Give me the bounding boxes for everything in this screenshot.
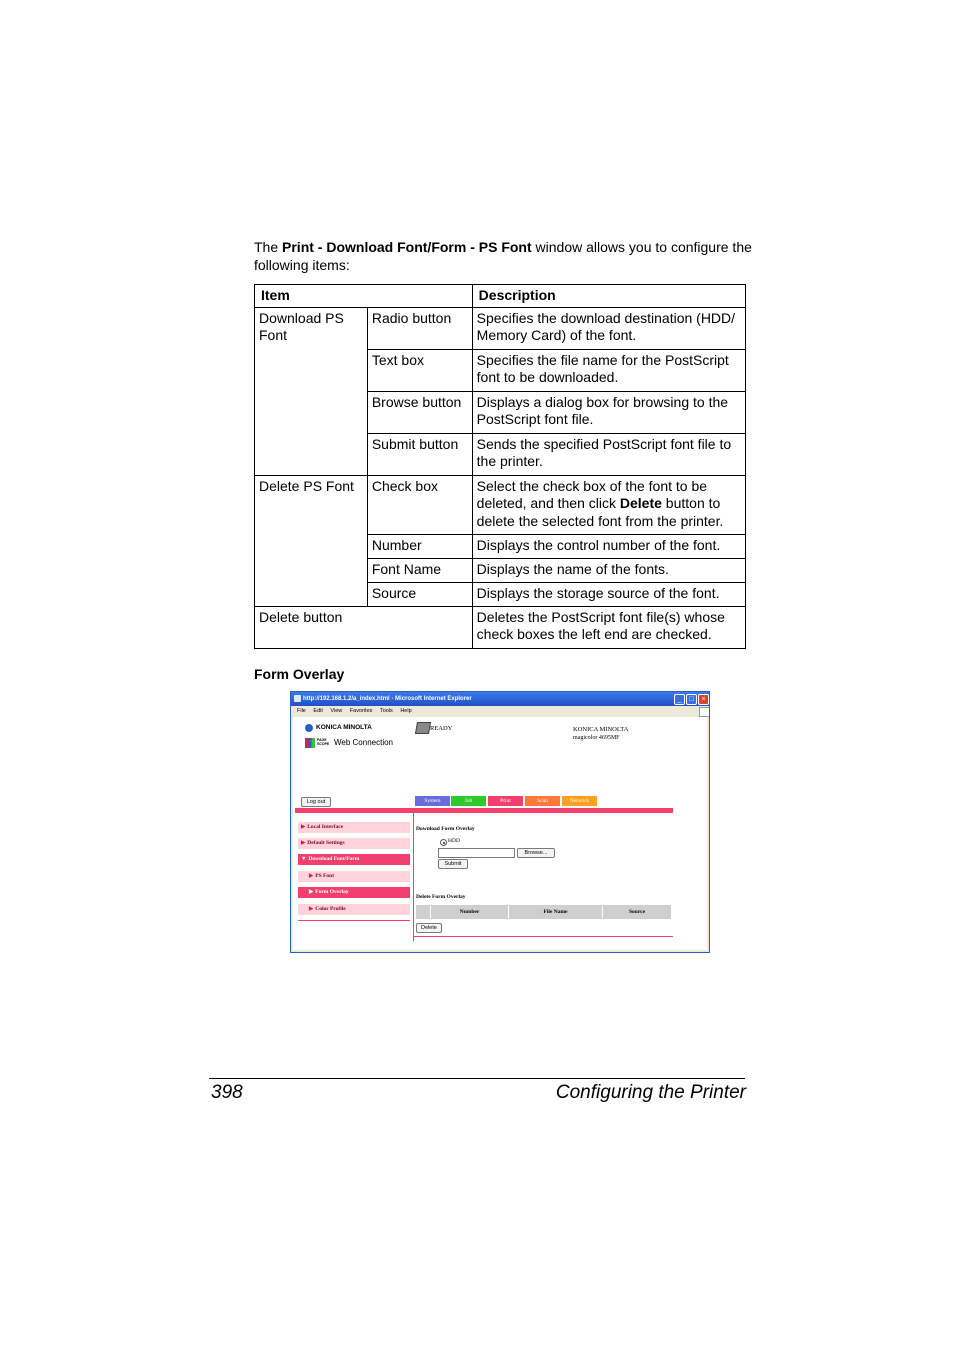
column-file-name: File Name [509,905,603,919]
table-row [255,475,746,534]
page-viewport [293,717,707,950]
web-connection-title: Web Connection [334,738,393,747]
tab-scan[interactable]: Scan [525,796,560,806]
delete-button[interactable]: Delete [416,923,442,933]
item-cell: Submit button [367,433,472,475]
intro-text-pre: The [254,239,283,255]
maximize-icon[interactable]: □ [686,694,697,705]
pagescope-logo-icon [305,738,315,748]
close-icon[interactable]: × [698,694,709,705]
brand-name: KONICA MINOLTA [316,724,372,731]
desc-cell: Specifies the download destination (HDD/ Memory Card) of the font. [472,307,745,349]
browse-button[interactable]: Browse... [517,848,555,858]
section-title: Form Overlay [254,666,345,682]
window-title: http://192.168.1.2/a_index.html - Microsoft Internet Explorer [303,696,472,702]
content-divider [414,936,673,937]
column-source: Source [603,905,672,919]
hdd-radio-label: HDD [448,838,460,844]
table-header-row [255,285,746,308]
menu-view[interactable]: View [330,708,343,714]
header-description: Description [472,285,745,308]
desc-cell: Displays a dialog box for browsing to the PostScript font file. [472,391,745,433]
nav-label: Download Font/Form [308,856,360,862]
nav-local-interface[interactable] [298,822,410,833]
nav-arrow-icon: ▶ [309,873,314,879]
group-cell: Delete button [255,606,473,648]
ie-icon [294,695,301,702]
nav-color-profile[interactable] [298,904,410,915]
nav-label: Color Profile [315,906,346,912]
windows-flag-icon [699,707,710,717]
nav-label: Default Settings [307,840,345,846]
title-bar [291,692,709,706]
nav-arrow-icon: ▶ [309,889,314,895]
nav-label: Local Interface [307,824,344,830]
nav-download-font-form[interactable] [298,854,410,865]
tab-network[interactable]: Network [562,796,597,806]
desc-cell: Displays the storage source of the font. [472,582,745,606]
footer-rule [209,1078,745,1079]
tab-job[interactable]: Job [451,796,486,806]
file-name-input[interactable] [438,848,515,858]
intro-paragraph [254,238,754,274]
desc-text: Select the check box of the font to be deleted, and then click [476,477,708,511]
desc-cell: Sends the specified PostScript font file to the printer. [472,433,745,475]
browser-window [290,691,710,953]
desc-bold: Delete [619,495,662,511]
menu-tools[interactable]: Tools [379,708,393,714]
desc-cell: Displays the name of the fonts. [472,558,745,582]
menu-file[interactable]: File [297,708,306,714]
nav-form-overlay[interactable] [298,887,410,898]
item-cell: Browse button [367,391,472,433]
download-form-overlay-title: Download Form Overlay [416,826,475,832]
group-cell: Delete PS Font [255,475,368,606]
item-cell: Number [367,534,472,558]
tab-print[interactable]: Print [488,796,523,806]
nav-arrow-icon: ▼ [301,856,307,862]
hdd-radio[interactable] [440,839,447,846]
group-cell: Download PS Font [255,307,368,475]
desc-text: button to delete the selected font from the printer. [476,495,724,529]
nav-divider [298,920,410,921]
logout-button[interactable]: Log out [301,797,331,807]
desc-cell [472,475,745,534]
nav-arrow-icon: ▶ [309,906,314,912]
nav-arrow-icon: ▶ [301,824,306,830]
item-cell: Text box [367,349,472,391]
menu-help[interactable]: Help [400,708,412,714]
konica-logo-icon [305,724,313,732]
table-row [255,606,746,648]
column-number: Number [431,905,509,919]
nav-column-divider [413,813,414,941]
pagescope-label: PAGE SCOPE [317,738,330,746]
item-cell: Source [367,582,472,606]
nav-label: Form Overlay [315,889,349,895]
device-model: magicolor 4695MF [573,735,620,741]
chapter-title: Configuring the Printer [555,1082,746,1103]
tab-system[interactable]: System [415,796,450,806]
table-row [255,307,746,349]
menu-favorites[interactable]: Favorites [349,708,373,714]
nav-ps-font[interactable] [298,871,410,882]
status-text: READY [430,725,453,732]
page-number: 398 [211,1082,243,1103]
nav-label: PS Font [315,873,335,879]
header-item: Item [255,285,473,308]
checkbox-column-header [416,905,431,919]
intro-text-bold: Print - Download Font/Form - PS Font [282,239,532,255]
minimize-icon[interactable]: _ [674,694,685,705]
device-brand: KONICA MINOLTA [573,726,629,733]
accent-bar [295,808,673,813]
radio-dot-icon [443,842,445,844]
printer-icon [415,722,431,734]
desc-cell: Displays the control number of the font. [472,534,745,558]
item-cell: Check box [367,475,472,534]
delete-form-overlay-title: Delete Form Overlay [416,894,466,900]
nav-default-settings[interactable] [298,838,410,849]
item-cell: Radio button [367,307,472,349]
menu-bar [291,706,709,716]
item-cell: Font Name [367,558,472,582]
menu-edit[interactable]: Edit [313,708,323,714]
items-table [254,284,746,649]
submit-button[interactable]: Submit [438,859,468,869]
desc-cell: Deletes the PostScript font file(s) whose check boxes the left end are checked. [472,606,745,648]
desc-cell: Specifies the file name for the PostScript font to be downloaded. [472,349,745,391]
intro-text-post: window allows you to configure the following items: [254,239,752,273]
nav-arrow-icon: ▶ [301,840,306,846]
